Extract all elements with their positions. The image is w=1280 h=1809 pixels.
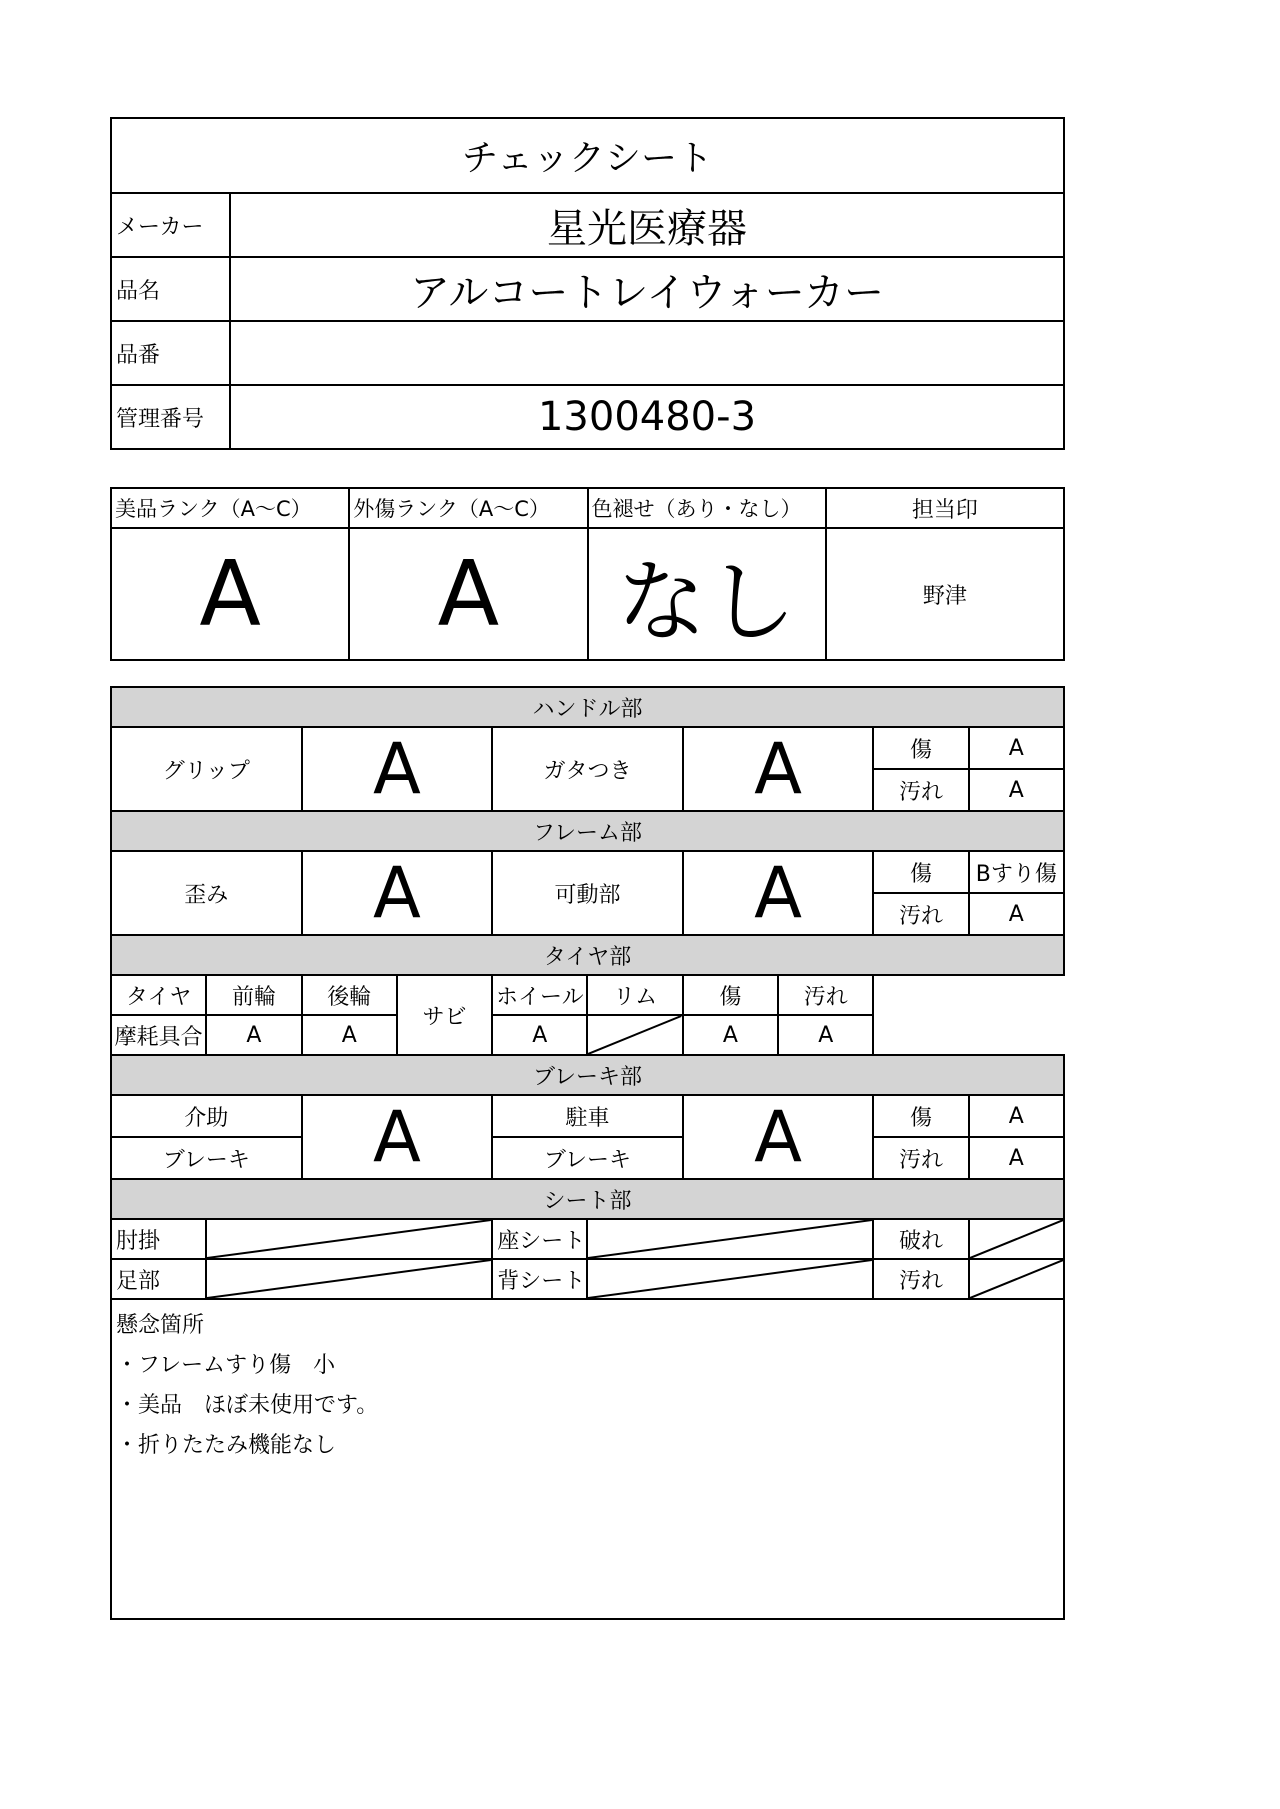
handle-section: ハンドル部 [111,687,1064,727]
warp-value: A [302,851,493,935]
armrest-slash [207,1220,491,1258]
maker-label: メーカー [111,193,230,257]
wheel-label: ホイール [492,975,587,1015]
product-label: 品名 [111,257,230,321]
maker-value: 星光医療器 [230,193,1064,257]
seat-section: シート部 [111,1179,1064,1219]
grip-label: グリップ [111,727,302,811]
moving-label: 可動部 [492,851,683,935]
concerns-heading: 懸念箇所 [116,1313,205,1338]
warp-label: 歪み [111,851,302,935]
rim-value-empty [587,1015,682,1055]
rank-block [110,487,1065,661]
assist-brake-label-bottom: ブレーキ [111,1137,302,1179]
seat-dirt-slash [970,1260,1063,1298]
fade-value: なし [588,528,826,660]
brake-scratch-label: 傷 [873,1095,968,1137]
front-wheel-label: 前輪 [206,975,301,1015]
seat-cushion-slash [588,1220,872,1258]
play-value: A [683,727,874,811]
concern-item: ・フレームすり傷 小 [116,1353,336,1378]
footrest-value-empty [206,1259,492,1299]
backrest-slash [588,1260,872,1298]
assist-brake-label-top: 介助 [111,1095,302,1137]
concern-item: ・美品 ほぼ未使用です。 [116,1393,379,1418]
parking-brake-label-top: 駐車 [492,1095,683,1137]
tear-label: 破れ [873,1219,968,1259]
rear-wheel-label: 後輪 [302,975,397,1015]
mgmt-value: 1300480-3 [230,385,1064,449]
fade-label: 色褪せ（あり・なし） [588,488,826,528]
brake-dirt-label: 汚れ [873,1137,968,1179]
concerns-box [110,1300,1065,1620]
backrest-label: 背シート [492,1259,587,1299]
brake-dirt-value: A [969,1137,1064,1179]
partno-label: 品番 [111,321,230,385]
wear-label-bottom: 摩耗具合 [111,1015,206,1055]
frame-dirt-value: A [969,893,1064,935]
rim-slash [588,1016,681,1054]
play-label: ガタつき [492,727,683,811]
seat-dirt-value-empty [969,1259,1064,1299]
frame-scratch-value: Bすり傷 [969,851,1064,893]
wear-label-top: タイヤ [111,975,206,1015]
seat-cushion-label: 座シート [492,1219,587,1259]
handle-scratch-value: A [969,727,1064,769]
armrest-label: 肘掛 [111,1219,206,1259]
seat-cushion-value-empty [587,1219,873,1259]
header-block [110,117,1065,450]
parking-brake-label-bottom: ブレーキ [492,1137,683,1179]
wheel-value: A [492,1015,587,1055]
sheet-title: チェックシート [111,118,1064,193]
brake-scratch-value: A [969,1095,1064,1137]
rust-label: サビ [397,975,492,1055]
moving-value: A [683,851,874,935]
footrest-slash [207,1260,491,1298]
staff-label: 担当印 [826,488,1064,528]
seat-dirt-label: 汚れ [873,1259,968,1299]
front-wheel-value: A [206,1015,301,1055]
footrest-label: 足部 [111,1259,206,1299]
damage-rank-value: A [349,528,587,660]
backrest-value-empty [587,1259,873,1299]
grip-value: A [302,727,493,811]
tire-dirt-value: A [778,1015,873,1055]
mgmt-label: 管理番号 [111,385,230,449]
frame-section: フレーム部 [111,811,1064,851]
handle-scratch-label: 傷 [873,727,968,769]
tire-scratch-label: 傷 [683,975,778,1015]
beauty-rank-label: 美品ランク（A～C） [111,488,349,528]
staff-value: 野津 [826,528,1064,660]
rim-label: リム [587,975,682,1015]
partno-value [230,321,1064,385]
tear-slash [970,1220,1063,1258]
frame-scratch-label: 傷 [873,851,968,893]
concern-item: ・折りたたみ機能なし [116,1433,337,1458]
tear-value-empty [969,1219,1064,1259]
frame-dirt-label: 汚れ [873,893,968,935]
handle-dirt-value: A [969,769,1064,811]
parking-brake-value: A [683,1095,874,1179]
brake-section: ブレーキ部 [111,1055,1064,1095]
tire-section: タイヤ部 [111,935,1064,975]
tire-dirt-label: 汚れ [778,975,873,1015]
handle-dirt-label: 汚れ [873,769,968,811]
beauty-rank-value: A [111,528,349,660]
rear-wheel-value: A [302,1015,397,1055]
damage-rank-label: 外傷ランク（A～C） [349,488,587,528]
armrest-value-empty [206,1219,492,1259]
product-value: アルコートレイウォーカー [230,257,1064,321]
inspection-block [110,686,1065,1620]
assist-brake-value: A [302,1095,493,1179]
tire-scratch-value: A [683,1015,778,1055]
